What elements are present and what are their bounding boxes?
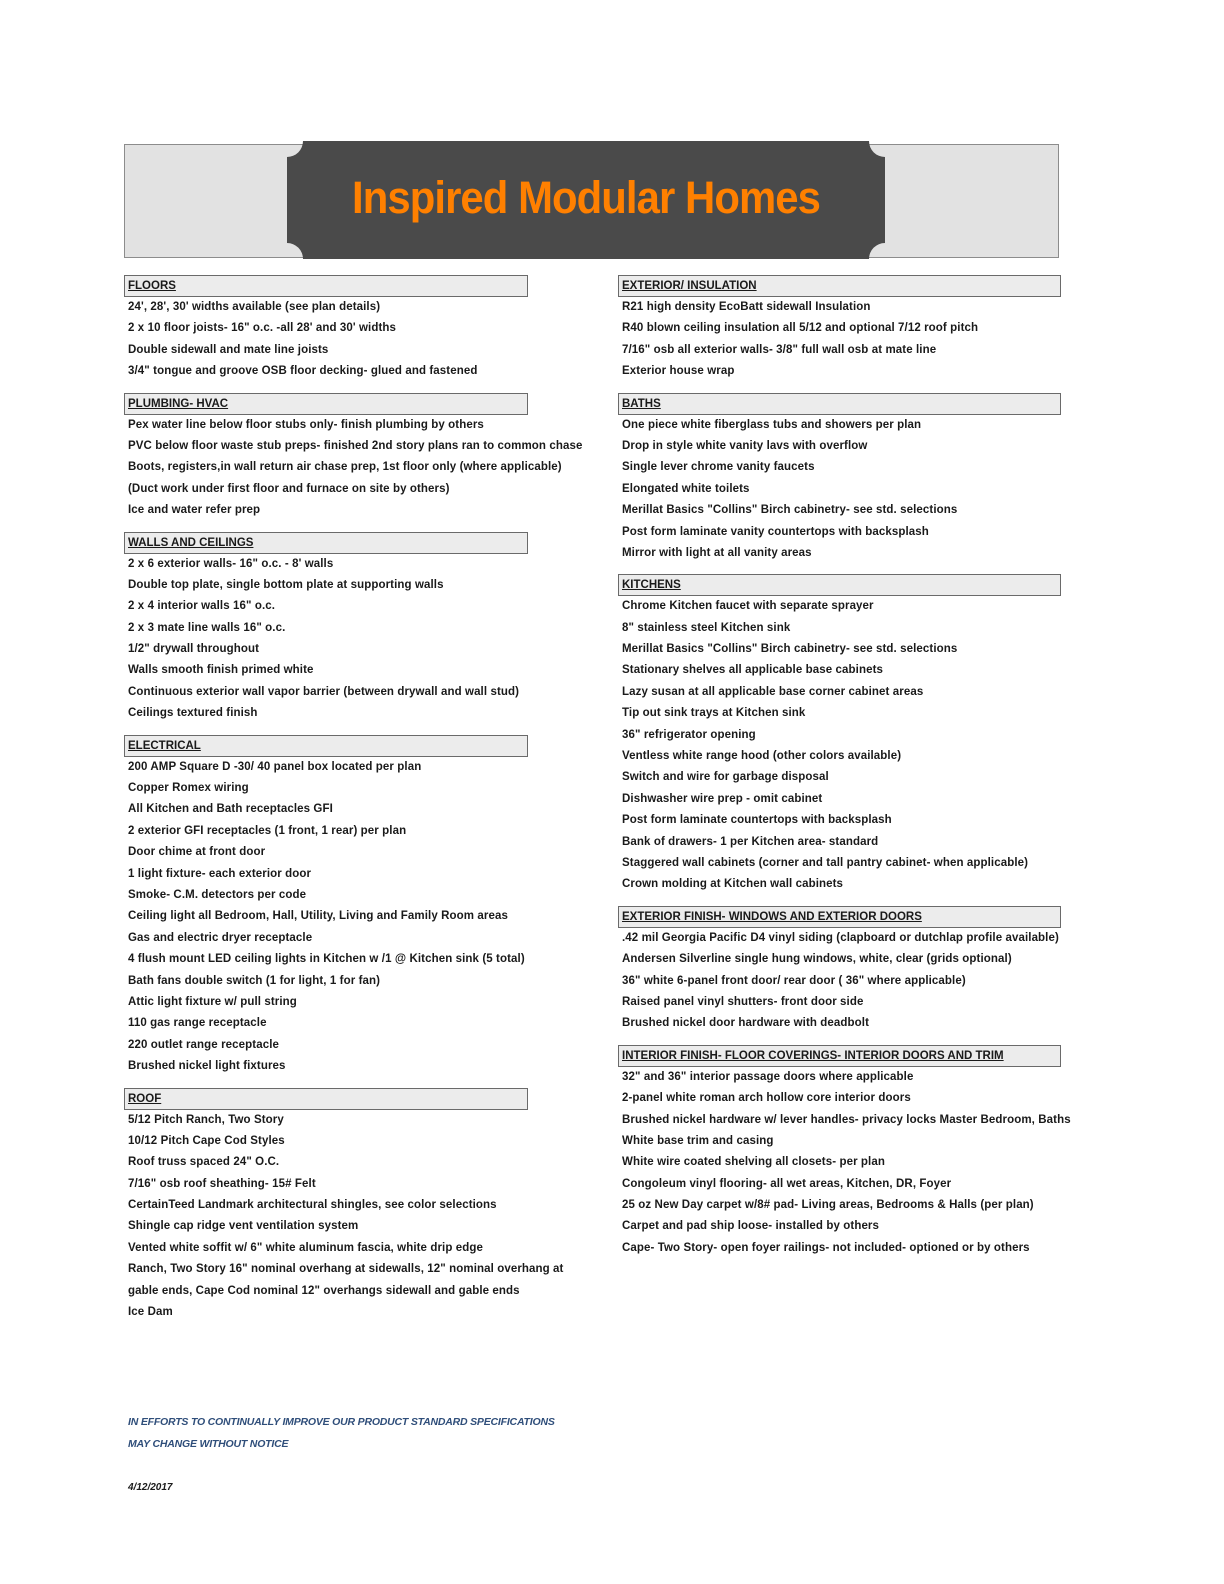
- spec-item: Brushed nickel light fixtures: [128, 1060, 286, 1073]
- spec-item: 2 exterior GFI receptacles (1 front, 1 rear) per plan: [128, 824, 407, 837]
- spec-item: 2 x 3 mate line walls 16" o.c.: [128, 621, 286, 634]
- brand-logo: [287, 141, 885, 259]
- spec-section: [124, 1088, 594, 1324]
- spec-item: Tip out sink trays at Kitchen sink: [622, 707, 806, 720]
- spec-item: 8" stainless steel Kitchen sink: [622, 621, 791, 634]
- spec-item: 32" and 36" interior passage doors where applicable: [622, 1070, 914, 1083]
- spec-item: Switch and wire for garbage disposal: [622, 771, 829, 784]
- spec-item: 220 outlet range receptacle: [128, 1038, 279, 1051]
- spec-item: (Duct work under first floor and furnace on site by others): [128, 482, 450, 495]
- section-header: PLUMBING- HVAC: [124, 393, 528, 415]
- spec-item: Pex water line below floor stubs only- finish plumbing by others: [128, 418, 484, 431]
- section-spacer: [124, 725, 594, 735]
- section-spacer: [618, 1035, 1088, 1045]
- spec-item: Stationary shelves all applicable base cabinets: [622, 664, 884, 677]
- right-column: [618, 275, 1088, 1259]
- spec-item: Crown molding at Kitchen wall cabinets: [622, 878, 844, 891]
- spec-item: 2 x 6 exterior walls- 16" o.c. - 8' walls: [128, 557, 334, 570]
- spec-item: 2 x 4 interior walls 16" o.c.: [128, 600, 276, 613]
- spec-section: [618, 574, 1088, 905]
- section-header: FLOORS: [124, 275, 528, 297]
- spec-item: Door chime at front door: [128, 846, 266, 859]
- spec-item: 36" refrigerator opening: [622, 728, 756, 741]
- spec-item: Chrome Kitchen faucet with separate sprayer: [622, 600, 874, 613]
- spec-item: Ice and water refer prep: [128, 504, 261, 517]
- spec-item: Double sidewall and mate line joists: [128, 343, 329, 356]
- spec-section: [124, 275, 594, 393]
- spec-item: 7/16" osb roof sheathing- 15# Felt: [128, 1177, 316, 1190]
- left-column: [124, 275, 594, 1323]
- spec-item: Ranch, Two Story 16" nominal overhang at sidewalls, 12" nominal overhang at: [128, 1263, 564, 1276]
- section-header: EXTERIOR FINISH- WINDOWS AND EXTERIOR DOORS: [618, 906, 1061, 928]
- brand-title: Inspired Modular Homes: [352, 172, 820, 223]
- section-header: WALLS AND CEILINGS: [124, 532, 528, 554]
- section-header: BATHS: [618, 393, 1061, 415]
- spec-item: Raised panel vinyl shutters- front door side: [622, 995, 864, 1008]
- spec-item: White wire coated shelving all closets- per plan: [622, 1156, 885, 1169]
- disclaimer-line-2: MAY CHANGE WITHOUT NOTICE: [128, 1438, 289, 1450]
- spec-item: 4 flush mount LED ceiling lights in Kitchen w /1 @ Kitchen sink (5 total): [128, 953, 525, 966]
- spec-section: [124, 735, 594, 1088]
- spec-item: 2-panel white roman arch hollow core interior doors: [622, 1092, 911, 1105]
- spec-item: Gas and electric dryer receptacle: [128, 931, 313, 944]
- spec-item: Merillat Basics "Collins" Birch cabinetry- see std. selections: [622, 504, 958, 517]
- section-spacer: [618, 896, 1088, 906]
- spec-section: [618, 906, 1088, 1045]
- spec-item: One piece white fiberglass tubs and showers per plan: [622, 418, 922, 431]
- spec-item: Elongated white toilets: [622, 482, 750, 495]
- spec-item: Mirror with light at all vanity areas: [622, 546, 812, 559]
- spec-item: 1/2" drywall throughout: [128, 643, 260, 656]
- document-date: 4/12/2017: [128, 1482, 173, 1493]
- spec-item: 3/4" tongue and groove OSB floor decking- glued and fastened: [128, 365, 478, 378]
- spec-item: Lazy susan at all applicable base corner cabinet areas: [622, 685, 924, 698]
- spec-item: R40 blown ceiling insulation all 5/12 and optional 7/12 roof pitch: [622, 322, 979, 335]
- spec-item: Post form laminate vanity countertops with backsplash: [622, 525, 929, 538]
- spec-item: Boots, registers,in wall return air chase prep, 1st floor only (where applicable): [128, 461, 562, 474]
- spec-item: Smoke- C.M. detectors per code: [128, 888, 307, 901]
- spec-item: gable ends, Cape Cod nominal 12" overhangs sidewall and gable ends: [128, 1284, 520, 1297]
- spec-item: Ceilings textured finish: [128, 707, 258, 720]
- spec-item: 7/16" osb all exterior walls- 3/8" full wall osb at mate line: [622, 343, 937, 356]
- spec-item: 5/12 Pitch Ranch, Two Story: [128, 1113, 284, 1126]
- spec-item: 10/12 Pitch Cape Cod Styles: [128, 1134, 285, 1147]
- section-header: ROOF: [124, 1088, 528, 1110]
- section-header: INTERIOR FINISH- FLOOR COVERINGS- INTERIOR DOORS AND TRIM: [618, 1045, 1061, 1067]
- spec-item: Single lever chrome vanity faucets: [622, 461, 815, 474]
- spec-item: Congoleum vinyl flooring- all wet areas, Kitchen, DR, Foyer: [622, 1177, 952, 1190]
- spec-item: Vented white soffit w/ 6" white aluminum fascia, white drip edge: [128, 1241, 483, 1254]
- spec-section: [618, 1045, 1088, 1260]
- disclaimer-line-1: IN EFFORTS TO CONTINUALLY IMPROVE OUR PRODUCT STANDARD SPECIFICATIONS: [128, 1416, 555, 1428]
- spec-item: Exterior house wrap: [622, 365, 735, 378]
- spec-item: 25 oz New Day carpet w/8# pad- Living areas, Bedrooms & Halls (per plan): [622, 1199, 1034, 1212]
- spec-item: Carpet and pad ship loose- installed by others: [622, 1220, 880, 1233]
- spec-item: Drop in style white vanity lavs with overflow: [622, 439, 868, 452]
- spec-item: Post form laminate countertops with backsplash: [622, 814, 892, 827]
- spec-item: Ventless white range hood (other colors available): [622, 750, 902, 763]
- spec-item: White base trim and casing: [622, 1134, 774, 1147]
- section-spacer: [618, 383, 1088, 393]
- section-spacer: [124, 1078, 594, 1088]
- spec-item: 200 AMP Square D -30/ 40 panel box located per plan: [128, 760, 422, 773]
- spec-item: Double top plate, single bottom plate at supporting walls: [128, 578, 444, 591]
- section-header: KITCHENS: [618, 574, 1061, 596]
- spec-item: 24', 28', 30' widths available (see plan details): [128, 301, 381, 313]
- section-header: ELECTRICAL: [124, 735, 528, 757]
- spec-item: Roof truss spaced 24" O.C.: [128, 1156, 280, 1169]
- spec-item: .42 mil Georgia Pacific D4 vinyl siding (clapboard or dutchlap profile available): [622, 931, 1059, 944]
- spec-item: Brushed nickel door hardware with deadbolt: [622, 1017, 870, 1030]
- spec-item: Dishwasher wire prep - omit cabinet: [622, 792, 823, 805]
- spec-item: Shingle cap ridge vent ventilation system: [128, 1220, 359, 1233]
- spec-item: Andersen Silverline single hung windows, white, clear (grids optional): [622, 953, 1012, 966]
- spec-item: Staggered wall cabinets (corner and tall pantry cabinet- when applicable): [622, 856, 1029, 869]
- spec-item: 2 x 10 floor joists- 16" o.c. -all 28' and 30' widths: [128, 322, 397, 335]
- section-spacer: [618, 564, 1088, 574]
- spec-item: 1 light fixture- each exterior door: [128, 867, 312, 880]
- spec-item: Ceiling light all Bedroom, Hall, Utility, Living and Family Room areas: [128, 910, 508, 923]
- spec-section: [618, 393, 1088, 575]
- spec-section: [618, 275, 1088, 393]
- spec-section: [124, 393, 594, 532]
- spec-item: Ice Dam: [128, 1306, 173, 1319]
- section-spacer: [124, 383, 594, 393]
- section-spacer: [124, 522, 594, 532]
- spec-section: [124, 532, 594, 735]
- spec-item: Merillat Basics "Collins" Birch cabinetry- see std. selections: [622, 643, 958, 656]
- spec-item: Brushed nickel hardware w/ lever handles- privacy locks Master Bedroom, Baths: [622, 1113, 1071, 1126]
- spec-item: 36" white 6-panel front door/ rear door ( 36" where applicable): [622, 974, 966, 987]
- spec-item: R21 high density EcoBatt sidewall Insulation: [622, 301, 871, 313]
- spec-item: Walls smooth finish primed white: [128, 664, 314, 677]
- spec-item: Copper Romex wiring: [128, 782, 249, 795]
- spec-item: Bath fans double switch (1 for light, 1 for fan): [128, 974, 381, 987]
- spec-item: Attic light fixture w/ pull string: [128, 995, 297, 1008]
- spec-item: Cape- Two Story- open foyer railings- not included- optioned or by others: [622, 1241, 1030, 1254]
- spec-item: 110 gas range receptacle: [128, 1017, 267, 1030]
- spec-item: PVC below floor waste stub preps- finished 2nd story plans ran to common chase: [128, 439, 583, 452]
- spec-item: Continuous exterior wall vapor barrier (between drywall and wall stud): [128, 685, 520, 698]
- section-header: EXTERIOR/ INSULATION: [618, 275, 1061, 297]
- spec-item: Bank of drawers- 1 per Kitchen area- standard: [622, 835, 879, 848]
- spec-item: All Kitchen and Bath receptacles GFI: [128, 803, 333, 816]
- spec-item: CertainTeed Landmark architectural shingles, see color selections: [128, 1199, 497, 1212]
